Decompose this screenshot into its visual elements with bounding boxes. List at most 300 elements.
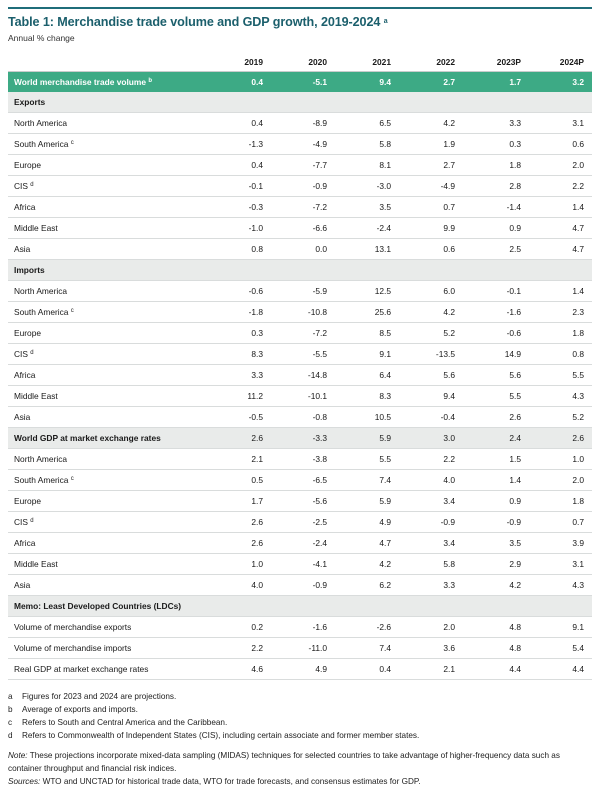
- footnote-marker: c: [70, 476, 74, 482]
- value-cell: [205, 92, 271, 113]
- value-cell: -1.6: [271, 617, 335, 638]
- value-cell: -8.9: [271, 113, 335, 134]
- row-label: [8, 386, 205, 407]
- value-cell: [205, 260, 271, 281]
- row-label-text: North America: [14, 118, 68, 128]
- row-label: [8, 449, 205, 470]
- value-cell: 1.5: [463, 449, 529, 470]
- value-cell: 2.1: [399, 659, 463, 680]
- table-subtitle: Annual % change: [8, 33, 75, 43]
- value-cell: -0.9: [463, 512, 529, 533]
- value-cell: -3.3: [271, 428, 335, 449]
- footnote: [8, 692, 592, 701]
- value-cell: 5.9: [335, 491, 399, 512]
- footnote-letter: b: [8, 705, 13, 714]
- value-cell: 5.6: [399, 365, 463, 386]
- value-cell: -0.9: [271, 176, 335, 197]
- row-label: [8, 617, 205, 638]
- row-label: [8, 554, 205, 575]
- value-cell: 2.6: [529, 428, 592, 449]
- value-cell: 6.2: [335, 575, 399, 596]
- row-label: [8, 281, 205, 302]
- value-cell: [335, 260, 399, 281]
- section-header-ldc: [8, 596, 592, 617]
- value-cell: -1.8: [205, 302, 271, 323]
- value-cell: -1.3: [205, 134, 271, 155]
- value-cell: 2.1: [205, 449, 271, 470]
- header-label-cell: [8, 52, 205, 72]
- value-cell: 0.4: [205, 155, 271, 176]
- row-label-text: CIS: [14, 181, 28, 191]
- value-cell: 4.2: [463, 575, 529, 596]
- value-cell: [399, 260, 463, 281]
- value-cell: 8.5: [335, 323, 399, 344]
- section-header-gdp: [8, 428, 592, 449]
- value-cell: -7.2: [271, 197, 335, 218]
- footnote-text: Figures for 2023 and 2024 are projections.: [22, 692, 177, 701]
- value-cell: 2.5: [463, 239, 529, 260]
- value-cell: 0.8: [529, 344, 592, 365]
- value-cell: 5.5: [463, 386, 529, 407]
- value-cell: 2.0: [529, 155, 592, 176]
- column-header: 2023P: [463, 52, 529, 72]
- value-cell: 14.9: [463, 344, 529, 365]
- value-cell: 1.4: [463, 470, 529, 491]
- value-cell: 3.5: [463, 533, 529, 554]
- value-cell: 0.6: [529, 134, 592, 155]
- row-label-text: South America: [14, 139, 69, 149]
- value-cell: 4.2: [399, 302, 463, 323]
- table-row: [8, 113, 592, 134]
- row-label: [8, 323, 205, 344]
- value-cell: 1.9: [399, 134, 463, 155]
- footnote: [8, 731, 592, 740]
- column-header: 2019: [205, 52, 271, 72]
- value-cell: 4.3: [529, 386, 592, 407]
- row-label-text: Europe: [14, 496, 42, 506]
- value-cell: [205, 596, 271, 617]
- row-label: [8, 302, 205, 323]
- row-label-text: South America: [14, 307, 69, 317]
- value-cell: -11.0: [271, 638, 335, 659]
- row-label: [8, 134, 205, 155]
- value-cell: 1.7: [463, 72, 529, 93]
- row-label-text: North America: [14, 286, 68, 296]
- value-cell: -0.1: [463, 281, 529, 302]
- value-cell: 0.9: [463, 491, 529, 512]
- value-cell: -10.8: [271, 302, 335, 323]
- value-cell: -14.8: [271, 365, 335, 386]
- row-label: [8, 659, 205, 680]
- value-cell: 12.5: [335, 281, 399, 302]
- value-cell: -1.0: [205, 218, 271, 239]
- value-cell: 5.9: [335, 428, 399, 449]
- table-row: [8, 323, 592, 344]
- header-row: [8, 52, 592, 72]
- value-cell: -4.1: [271, 554, 335, 575]
- value-cell: -0.8: [271, 407, 335, 428]
- value-cell: 2.9: [463, 554, 529, 575]
- value-cell: 2.4: [463, 428, 529, 449]
- column-header: 2020: [271, 52, 335, 72]
- table-row: [8, 638, 592, 659]
- value-cell: 0.2: [205, 617, 271, 638]
- top-rule: [8, 7, 592, 9]
- value-cell: 6.4: [335, 365, 399, 386]
- row-label: [8, 596, 205, 617]
- value-cell: 3.3: [399, 575, 463, 596]
- value-cell: -5.6: [271, 491, 335, 512]
- row-label: [8, 512, 205, 533]
- row-label-text: Exports: [14, 97, 46, 107]
- value-cell: -0.1: [205, 176, 271, 197]
- value-cell: 4.8: [463, 617, 529, 638]
- row-label-text: Volume of merchandise imports: [14, 643, 132, 653]
- value-cell: 5.6: [463, 365, 529, 386]
- value-cell: 2.8: [463, 176, 529, 197]
- value-cell: 8.1: [335, 155, 399, 176]
- value-cell: 4.9: [271, 659, 335, 680]
- row-label: [8, 260, 205, 281]
- value-cell: 8.3: [335, 386, 399, 407]
- row-label: [8, 533, 205, 554]
- value-cell: [399, 92, 463, 113]
- value-cell: -2.5: [271, 512, 335, 533]
- value-cell: 2.6: [463, 407, 529, 428]
- value-cell: 1.7: [205, 491, 271, 512]
- value-cell: 6.5: [335, 113, 399, 134]
- row-label-text: Middle East: [14, 223, 58, 233]
- value-cell: -0.9: [271, 575, 335, 596]
- value-cell: 25.6: [335, 302, 399, 323]
- value-cell: 3.1: [529, 113, 592, 134]
- value-cell: 0.6: [399, 239, 463, 260]
- row-label: [8, 155, 205, 176]
- value-cell: -3.8: [271, 449, 335, 470]
- column-header: 2022: [399, 52, 463, 72]
- value-cell: 1.8: [463, 155, 529, 176]
- row-label: [8, 365, 205, 386]
- value-cell: 4.7: [529, 239, 592, 260]
- row-label-text: CIS: [14, 349, 28, 359]
- value-cell: -1.4: [463, 197, 529, 218]
- table-row: [8, 617, 592, 638]
- footnote-marker: d: [30, 182, 34, 188]
- value-cell: 1.4: [529, 197, 592, 218]
- value-cell: 4.6: [205, 659, 271, 680]
- note-lead: Note:: [8, 751, 28, 760]
- value-cell: 3.2: [529, 72, 592, 93]
- table-title: Table 1: Merchandise trade volume and GDP growth, 2019-2024 $^a$: [8, 15, 388, 29]
- value-cell: [399, 596, 463, 617]
- row-label: [8, 407, 205, 428]
- value-cell: 4.7: [529, 218, 592, 239]
- value-cell: 2.2: [399, 449, 463, 470]
- row-label: [8, 638, 205, 659]
- value-cell: 2.6: [205, 533, 271, 554]
- footnote: [8, 705, 592, 714]
- footnote-text: Refers to Commonwealth of Independent States (CIS), including certain associate and former member states.: [22, 731, 420, 740]
- table-row: [8, 239, 592, 260]
- value-cell: 6.0: [399, 281, 463, 302]
- value-cell: [463, 260, 529, 281]
- row-label-text: Asia: [14, 412, 31, 422]
- value-cell: [271, 596, 335, 617]
- value-cell: -2.4: [271, 533, 335, 554]
- row-label-text: Memo: Least Developed Countries (LDCs): [14, 601, 182, 611]
- value-cell: 4.4: [463, 659, 529, 680]
- value-cell: -3.0: [335, 176, 399, 197]
- value-cell: [463, 92, 529, 113]
- value-cell: -5.9: [271, 281, 335, 302]
- row-label-text: Europe: [14, 328, 42, 338]
- row-label-text: Africa: [14, 538, 36, 548]
- footnote-marker: c: [70, 308, 74, 314]
- value-cell: 4.0: [399, 470, 463, 491]
- table-row: [8, 533, 592, 554]
- table-row: [8, 575, 592, 596]
- value-cell: [271, 92, 335, 113]
- sources-text: WTO and UNCTAD for historical trade data, WTO for trade forecasts, and consensus estimates for GDP.: [42, 777, 421, 786]
- value-cell: 2.2: [529, 176, 592, 197]
- value-cell: 7.4: [335, 470, 399, 491]
- footnote-text: Average of exports and imports.: [22, 705, 138, 714]
- value-cell: 5.4: [529, 638, 592, 659]
- footnote-letter: d: [8, 731, 13, 740]
- row-label: [8, 470, 205, 491]
- table-row: [8, 281, 592, 302]
- row-label-text: Asia: [14, 580, 31, 590]
- value-cell: 0.7: [529, 512, 592, 533]
- value-cell: 9.4: [399, 386, 463, 407]
- column-header: 2024P: [529, 52, 592, 72]
- value-cell: 8.3: [205, 344, 271, 365]
- value-cell: -0.6: [463, 323, 529, 344]
- column-header: 2021: [335, 52, 399, 72]
- row-label-text: Real GDP at market exchange rates: [14, 664, 149, 674]
- value-cell: 3.3: [205, 365, 271, 386]
- table-row: [8, 218, 592, 239]
- value-cell: -0.9: [399, 512, 463, 533]
- value-cell: 5.8: [335, 134, 399, 155]
- value-cell: 4.9: [335, 512, 399, 533]
- value-cell: 3.4: [399, 491, 463, 512]
- value-cell: 0.4: [205, 113, 271, 134]
- value-cell: 7.4: [335, 638, 399, 659]
- value-cell: -0.6: [205, 281, 271, 302]
- value-cell: 0.8: [205, 239, 271, 260]
- value-cell: -5.5: [271, 344, 335, 365]
- row-label-text: Middle East: [14, 559, 58, 569]
- table-row: [8, 344, 592, 365]
- table-row: [8, 155, 592, 176]
- row-label-text: Africa: [14, 370, 36, 380]
- value-cell: 0.9: [463, 218, 529, 239]
- value-cell: -2.6: [335, 617, 399, 638]
- value-cell: 5.5: [529, 365, 592, 386]
- section-header-imports: [8, 260, 592, 281]
- table-row: [8, 512, 592, 533]
- row-label: [8, 72, 205, 93]
- value-cell: 0.5: [205, 470, 271, 491]
- value-cell: 2.6: [205, 512, 271, 533]
- note-text: These projections incorporate mixed-data sampling (MIDAS) techniques for selected countries to take advantage of higher-frequency data such as container throughput and financial risk indices.: [8, 751, 560, 773]
- value-cell: 0.4: [205, 72, 271, 93]
- table-row: [8, 134, 592, 155]
- note-paragraph: [8, 749, 592, 775]
- title-footnote-marker: a: [383, 18, 388, 25]
- row-label: [8, 113, 205, 134]
- value-cell: 4.0: [205, 575, 271, 596]
- value-cell: 0.0: [271, 239, 335, 260]
- table-row: [8, 176, 592, 197]
- value-cell: 3.3: [463, 113, 529, 134]
- footnote: [8, 718, 592, 727]
- value-cell: 3.0: [399, 428, 463, 449]
- row-label-text: South America: [14, 475, 69, 485]
- value-cell: [335, 596, 399, 617]
- value-cell: 9.9: [399, 218, 463, 239]
- value-cell: [463, 596, 529, 617]
- value-cell: 3.1: [529, 554, 592, 575]
- value-cell: [271, 260, 335, 281]
- value-cell: 3.6: [399, 638, 463, 659]
- value-cell: 1.8: [529, 323, 592, 344]
- value-cell: [335, 92, 399, 113]
- row-label-text: Europe: [14, 160, 42, 170]
- row-label: [8, 218, 205, 239]
- table-row: [8, 407, 592, 428]
- sources-lead: Sources:: [8, 777, 41, 786]
- value-cell: -5.1: [271, 72, 335, 93]
- world-trade-row: [8, 72, 592, 93]
- value-cell: -1.6: [463, 302, 529, 323]
- footnote-marker: c: [70, 140, 74, 146]
- row-label: [8, 197, 205, 218]
- footnote-letter: a: [8, 692, 13, 701]
- value-cell: [529, 596, 592, 617]
- value-cell: 4.7: [335, 533, 399, 554]
- value-cell: 5.2: [399, 323, 463, 344]
- value-cell: -7.2: [271, 323, 335, 344]
- value-cell: 0.7: [399, 197, 463, 218]
- value-cell: 5.5: [335, 449, 399, 470]
- value-cell: 0.3: [205, 323, 271, 344]
- value-cell: 13.1: [335, 239, 399, 260]
- row-label-text: CIS: [14, 517, 28, 527]
- value-cell: 2.2: [205, 638, 271, 659]
- footnote-marker: d: [30, 350, 34, 356]
- table-row: [8, 659, 592, 680]
- value-cell: 5.2: [529, 407, 592, 428]
- value-cell: -0.5: [205, 407, 271, 428]
- value-cell: -2.4: [335, 218, 399, 239]
- value-cell: 9.1: [529, 617, 592, 638]
- table-body: [8, 72, 592, 680]
- row-label: [8, 344, 205, 365]
- value-cell: 1.0: [529, 449, 592, 470]
- value-cell: 0.3: [463, 134, 529, 155]
- row-label: [8, 176, 205, 197]
- row-label: [8, 428, 205, 449]
- value-cell: -6.5: [271, 470, 335, 491]
- value-cell: 9.1: [335, 344, 399, 365]
- footnote-text: Refers to South and Central America and the Caribbean.: [22, 718, 228, 727]
- row-label: [8, 575, 205, 596]
- row-label-text: World merchandise trade volume: [14, 77, 147, 87]
- footnote-letter: c: [8, 718, 13, 727]
- sources-paragraph: [8, 777, 592, 786]
- value-cell: 2.3: [529, 302, 592, 323]
- value-cell: 9.4: [335, 72, 399, 93]
- value-cell: 11.2: [205, 386, 271, 407]
- value-cell: 3.9: [529, 533, 592, 554]
- value-cell: 2.7: [399, 72, 463, 93]
- value-cell: 1.8: [529, 491, 592, 512]
- value-cell: 1.4: [529, 281, 592, 302]
- value-cell: 2.7: [399, 155, 463, 176]
- table-row: [8, 302, 592, 323]
- value-cell: -13.5: [399, 344, 463, 365]
- row-label-text: North America: [14, 454, 68, 464]
- section-header-exports: [8, 92, 592, 113]
- value-cell: -0.4: [399, 407, 463, 428]
- value-cell: 0.4: [335, 659, 399, 680]
- value-cell: -0.3: [205, 197, 271, 218]
- table-row: [8, 470, 592, 491]
- value-cell: 1.0: [205, 554, 271, 575]
- value-cell: 4.8: [463, 638, 529, 659]
- value-cell: 4.4: [529, 659, 592, 680]
- row-label-text: Africa: [14, 202, 36, 212]
- value-cell: -10.1: [271, 386, 335, 407]
- footnote-marker: d: [30, 518, 34, 524]
- table-row: [8, 554, 592, 575]
- row-label-text: Asia: [14, 244, 31, 254]
- row-label-text: Volume of merchandise exports: [14, 622, 132, 632]
- table-row: [8, 365, 592, 386]
- value-cell: 5.8: [399, 554, 463, 575]
- value-cell: -4.9: [271, 134, 335, 155]
- table-row: [8, 386, 592, 407]
- row-label: [8, 92, 205, 113]
- value-cell: -7.7: [271, 155, 335, 176]
- value-cell: 3.5: [335, 197, 399, 218]
- table-row: [8, 197, 592, 218]
- value-cell: 3.4: [399, 533, 463, 554]
- value-cell: [529, 260, 592, 281]
- page: [8, 7, 592, 786]
- row-label-text: World GDP at market exchange rates: [14, 433, 161, 443]
- value-cell: 4.2: [335, 554, 399, 575]
- footnotes: [8, 692, 592, 740]
- value-cell: -4.9: [399, 176, 463, 197]
- footnote-marker: b: [148, 78, 153, 84]
- value-cell: -6.6: [271, 218, 335, 239]
- table-row: [8, 449, 592, 470]
- row-label: [8, 239, 205, 260]
- row-label: [8, 491, 205, 512]
- value-cell: 4.2: [399, 113, 463, 134]
- row-label-text: Imports: [14, 265, 45, 275]
- row-label-text: Middle East: [14, 391, 58, 401]
- value-cell: [529, 92, 592, 113]
- value-cell: 4.3: [529, 575, 592, 596]
- value-cell: 2.0: [529, 470, 592, 491]
- table-row: [8, 491, 592, 512]
- trade-table: [8, 52, 592, 680]
- value-cell: 10.5: [335, 407, 399, 428]
